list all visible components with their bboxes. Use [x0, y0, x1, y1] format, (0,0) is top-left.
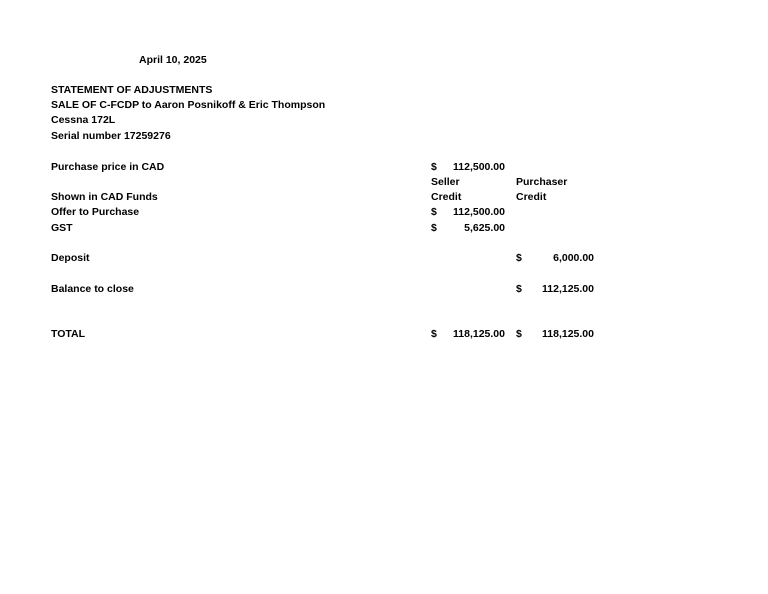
balance-label: Balance to close [51, 283, 134, 295]
offer-label: Offer to Purchase [51, 206, 140, 218]
gst-seller-amount: 5,625.00 [464, 222, 505, 234]
balance-purchaser-amount: 112,125.00 [542, 283, 594, 295]
purchase-price-label: Purchase price in CAD [51, 161, 165, 173]
statement-title: STATEMENT OF ADJUSTMENTS [51, 84, 213, 96]
balance-purchaser-currency: $ [516, 283, 522, 295]
gst-label: GST [51, 222, 73, 234]
deposit-purchaser-amount: 6,000.00 [553, 252, 594, 264]
total-label: TOTAL [51, 328, 86, 340]
statement-date: April 10, 2025 [139, 54, 207, 66]
shown-in-funds-label: Shown in CAD Funds [51, 191, 158, 203]
sale-description: SALE OF C-FCDP to Aaron Posnikoff & Eric Thompson [51, 99, 326, 111]
total-seller-currency: $ [431, 328, 437, 340]
purchaser-column-header: Purchaser [516, 176, 568, 188]
seller-column-header: Seller [431, 176, 460, 188]
total-purchaser-currency: $ [516, 328, 522, 340]
deposit-purchaser-currency: $ [516, 252, 522, 264]
offer-seller-currency: $ [431, 206, 437, 218]
total-purchaser-amount: 118,125.00 [542, 328, 594, 340]
gst-seller-currency: $ [431, 222, 437, 234]
purchase-price-amount: 112,500.00 [453, 161, 505, 173]
aircraft-model: Cessna 172L [51, 114, 116, 126]
purchase-price-currency: $ [431, 161, 437, 173]
total-seller-amount: 118,125.00 [453, 328, 505, 340]
deposit-label: Deposit [51, 252, 90, 264]
purchaser-column-header-credit: Credit [516, 191, 547, 203]
offer-seller-amount: 112,500.00 [453, 206, 505, 218]
seller-column-header-credit: Credit [431, 191, 462, 203]
serial-number: Serial number 17259276 [51, 130, 171, 142]
